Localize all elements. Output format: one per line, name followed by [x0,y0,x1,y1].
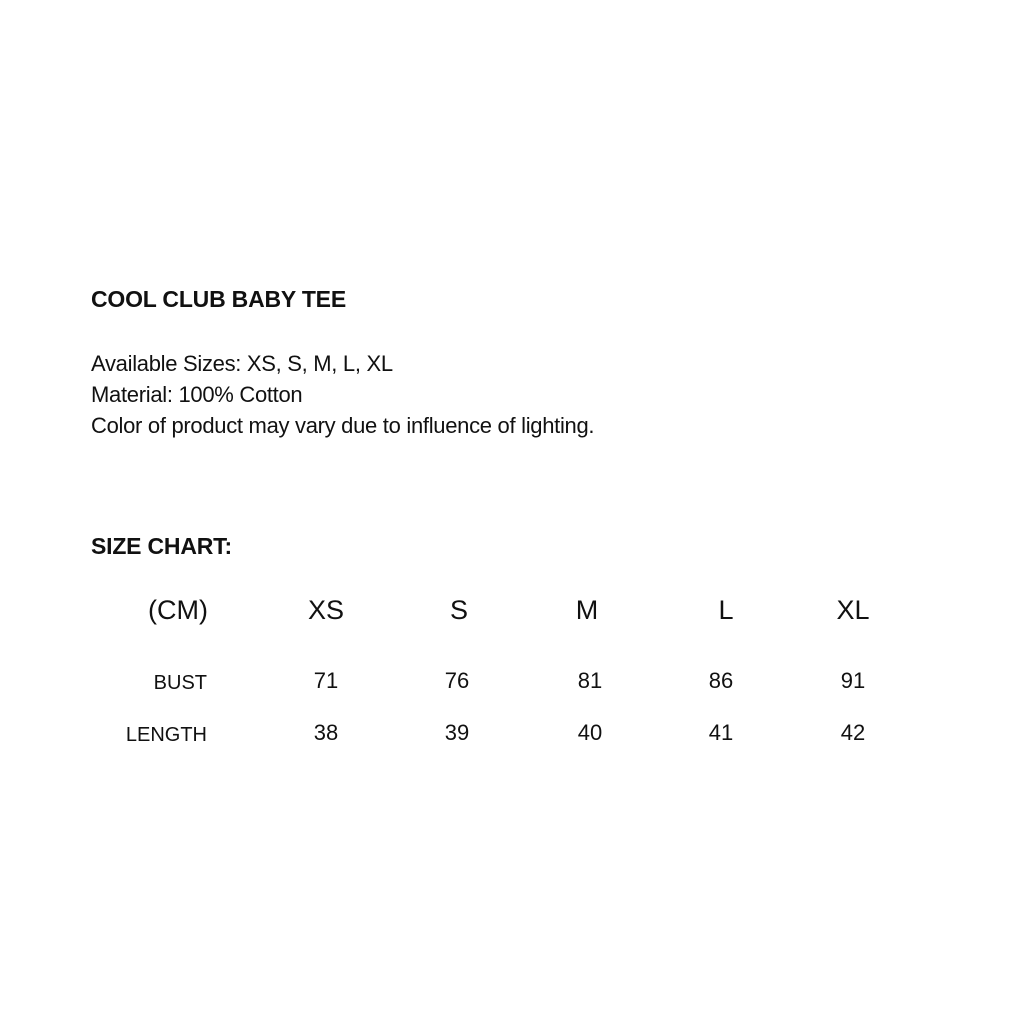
size-header-m: M [575,595,599,625]
length-m: 40 [577,720,603,745]
size-header-l: L [718,595,734,625]
size-header-s: S [449,595,469,625]
row-label-length: LENGTH [125,724,207,746]
available-sizes-line: Available Sizes: XS, S, M, L, XL [91,351,393,376]
length-s: 39 [444,720,470,745]
color-disclaimer-line: Color of product may vary due to influence of lighting. [91,413,595,438]
row-label-bust: BUST [153,672,207,694]
length-l: 41 [708,720,734,745]
bust-m: 81 [577,668,603,693]
length-xs: 38 [313,720,339,745]
size-chart-heading: SIZE CHART: [91,533,232,559]
bust-s: 76 [444,668,470,693]
bust-xl: 91 [840,668,866,693]
unit-label: (CM) [148,595,208,625]
material-line: Material: 100% Cotton [91,382,303,407]
product-details [91,348,594,441]
size-header-xl: XL [836,595,870,625]
size-header-xs: XS [307,595,345,625]
length-xl: 42 [840,720,866,745]
bust-l: 86 [708,668,734,693]
product-title: COOL CLUB BABY TEE [91,286,346,312]
bust-xs: 71 [313,668,339,693]
